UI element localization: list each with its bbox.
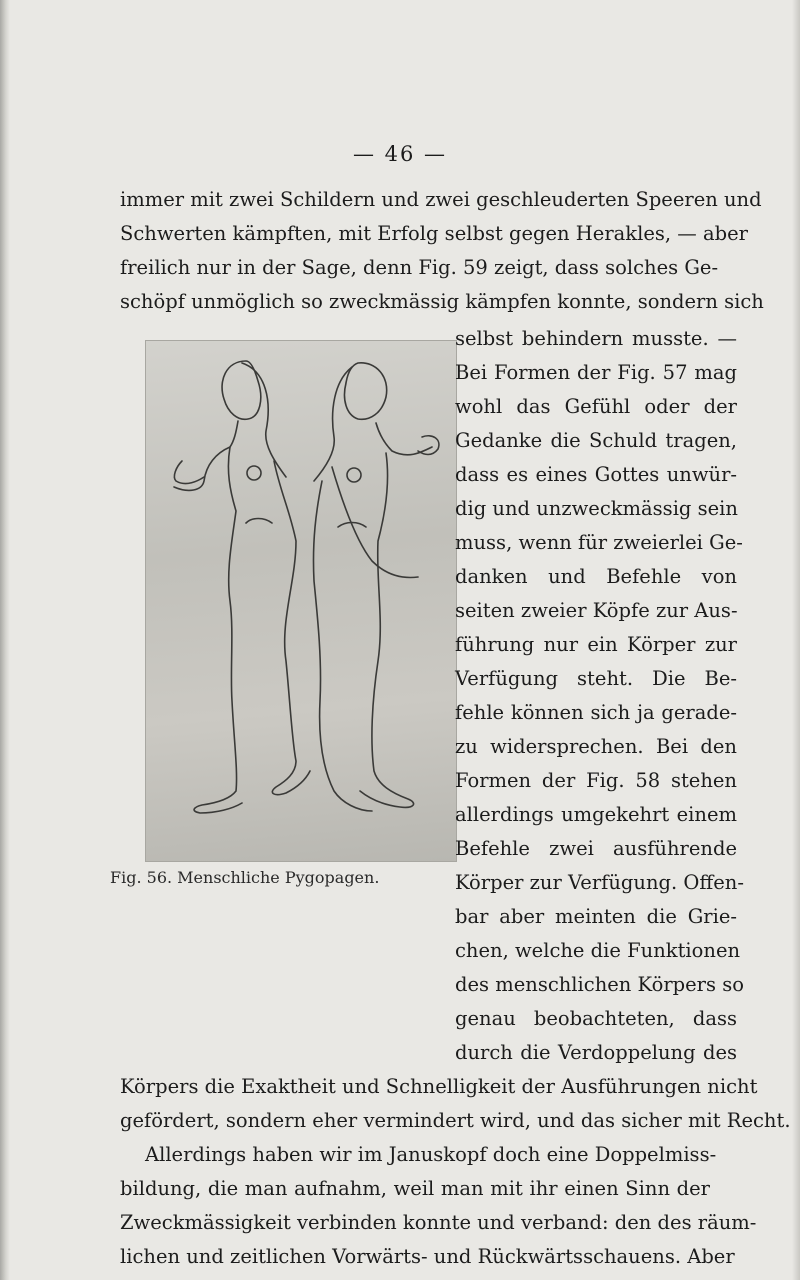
text-line: bildung, die man aufnahm, weil man mit ihr einen Sinn der	[120, 1177, 710, 1200]
text-line: dass es eines Gottes unwür-	[455, 463, 737, 486]
text-line: Schwerten kämpften, mit Erfolg selbst gegen Herakles, — aber	[120, 222, 748, 245]
text-line: schöpf unmöglich so zweckmässig kämpfen konnte, sondern sich	[120, 290, 764, 313]
text-line: durch die Verdoppelung des	[455, 1041, 737, 1064]
text-line: zu widersprechen. Bei den	[455, 735, 737, 758]
text-line: Verfügung steht. Die Be-	[455, 667, 737, 690]
text-line: Gedanke die Schuld tragen,	[455, 429, 737, 452]
text-line: selbst behindern musste. —	[455, 327, 737, 350]
page-edge-right	[792, 0, 800, 1280]
page-edge-shadow	[0, 0, 10, 1280]
text-line: Körpers die Exaktheit und Schnelligkeit der Ausführungen nicht	[120, 1075, 758, 1098]
text-line: genau beobachteten, dass	[455, 1007, 737, 1030]
figure-caption: Fig. 56. Menschliche Pygopagen.	[110, 868, 380, 887]
text-line: lichen und zeitlichen Vorwärts- und Rückwärtsschauens. Aber	[120, 1245, 735, 1268]
text-line: seiten zweier Köpfe zur Aus-	[455, 599, 738, 622]
text-line: wohl das Gefühl oder der	[455, 395, 737, 418]
text-line: des menschlichen Körpers so	[455, 973, 744, 996]
text-line: gefördert, sondern eher vermindert wird, und das sicher mit Recht.	[120, 1109, 791, 1132]
text-line: freilich nur in der Sage, denn Fig. 59 zeigt, dass solches Ge-	[120, 256, 719, 279]
text-line: Bei Formen der Fig. 57 mag	[455, 361, 737, 384]
text-line: muss, wenn für zweierlei Ge-	[455, 531, 743, 554]
text-line: Zweckmässigkeit verbinden konnte und verband: den des räum-	[120, 1211, 757, 1234]
text-line: immer mit zwei Schildern und zwei geschleuderten Speeren und	[120, 188, 762, 211]
text-line: fehle können sich ja gerade-	[455, 701, 737, 724]
text-line: dig und unzweckmässig sein	[455, 497, 738, 520]
page-number: — 46 —	[352, 142, 448, 166]
text-line: chen, welche die Funktionen	[455, 939, 741, 962]
figure-pygopagen-illustration	[145, 340, 457, 862]
text-line: Formen der Fig. 58 stehen	[455, 769, 737, 792]
text-line: danken und Befehle von	[455, 565, 737, 588]
text-line: führung nur ein Körper zur	[455, 633, 737, 656]
text-line: allerdings umgekehrt einem	[455, 803, 737, 826]
text-line: bar aber meinten die Grie-	[455, 905, 737, 928]
text-line: Allerdings haben wir im Januskopf doch eine Doppelmiss-	[145, 1143, 717, 1166]
text-line: Befehle zwei ausführende	[455, 837, 737, 860]
pygopagen-drawing	[146, 341, 456, 861]
text-line: Körper zur Verfügung. Offen-	[455, 871, 744, 894]
